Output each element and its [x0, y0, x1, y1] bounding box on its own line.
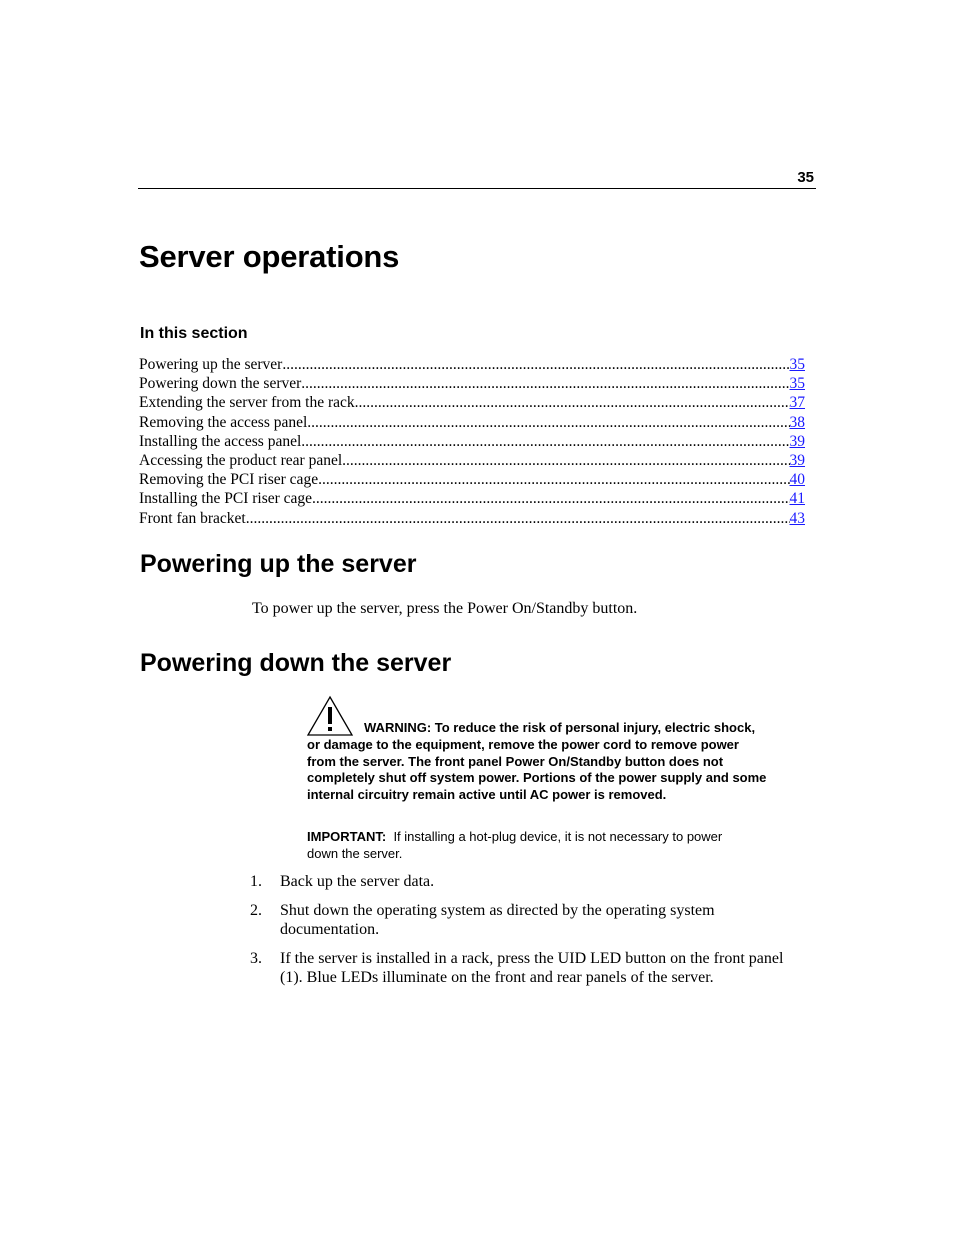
- toc-entry: [139, 413, 805, 432]
- page-number: 35: [797, 169, 814, 186]
- toc-page-link[interactable]: 35: [789, 375, 805, 393]
- toc-leader-dots: [342, 451, 789, 470]
- toc-entry-title: Front fan bracket: [139, 509, 246, 527]
- toc-page-link[interactable]: 35: [789, 356, 805, 373]
- step-text: If the server is installed in a rack, press the UID LED button on the front panel (1). Blue LEDs illuminate on the front and rear panels of the server.: [280, 949, 784, 986]
- toc-page-link[interactable]: 43: [789, 509, 805, 527]
- toc-entry-title: Removing the PCI riser cage: [139, 471, 319, 489]
- step-text: Back up the server data.: [280, 873, 435, 890]
- toc-entry-title: Removing the access panel: [139, 413, 308, 431]
- toc-entry-title: Extending the server from the rack: [139, 394, 355, 412]
- toc-entry: [139, 374, 805, 393]
- header-divider: [138, 188, 816, 189]
- toc-page-link[interactable]: 41: [789, 490, 805, 508]
- important-note: [307, 829, 747, 862]
- procedure-steps: [250, 872, 810, 997]
- step-item: [250, 872, 810, 892]
- section-title-powering-up: Powering up the server: [140, 550, 417, 578]
- step-number: 3.: [250, 949, 262, 967]
- toc-leader-dots: [307, 413, 789, 432]
- toc-heading: In this section: [140, 325, 248, 342]
- toc-leader-dots: [282, 355, 789, 374]
- toc-entry-title: Installing the PCI riser cage: [139, 490, 313, 508]
- toc-leader-dots: [301, 432, 789, 451]
- important-text: If installing a hot-plug device, it is not necessary to power down the server.: [307, 829, 723, 861]
- chapter-title: Server operations: [139, 239, 400, 274]
- step-number: 1.: [250, 873, 262, 890]
- toc-entry-title: Powering down the server: [139, 375, 302, 393]
- toc-entry: [139, 432, 805, 451]
- toc-entry: [139, 451, 805, 470]
- toc-entry: [139, 489, 805, 508]
- warning-note: WARNING: To reduce the risk of personal injury, electric shock, or damage to the equipment, remove the power cord to remove power from the server. The front panel Power On/Standby button does not completely shut off system power. Portions of the power supply and some internal circuitry remain active until AC power is removed.: [307, 720, 767, 803]
- step-text: Shut down the operating system as directed by the operating system documentation.: [280, 901, 715, 938]
- section-title-powering-down: Powering down the server: [140, 649, 452, 677]
- table-of-contents: [139, 355, 805, 528]
- step-number: 2.: [250, 901, 262, 919]
- toc-entry: [139, 393, 805, 412]
- step-item: [250, 901, 810, 940]
- important-label: IMPORTANT:: [307, 829, 387, 844]
- toc-leader-dots: [355, 393, 790, 412]
- toc-entry-title: Accessing the product rear panel: [139, 451, 343, 469]
- section-body-powering-up: To power up the server, press the Power On/Standby button.: [252, 600, 638, 617]
- step-item: [250, 949, 810, 988]
- toc-leader-dots: [312, 489, 789, 508]
- toc-page-link[interactable]: 37: [789, 394, 805, 412]
- toc-entry: [139, 470, 805, 489]
- toc-entry-title: Powering up the server: [139, 356, 283, 373]
- toc-entry: [139, 355, 805, 374]
- toc-entry-title: Installing the access panel: [139, 432, 302, 450]
- toc-leader-dots: [246, 509, 790, 528]
- toc-entry: [139, 509, 805, 528]
- toc-page-link[interactable]: 39: [789, 451, 805, 469]
- toc-page-link[interactable]: 39: [789, 432, 805, 450]
- toc-leader-dots: [318, 470, 789, 489]
- toc-leader-dots: [301, 374, 789, 393]
- toc-page-link[interactable]: 38: [789, 413, 805, 431]
- toc-page-link[interactable]: 40: [789, 471, 805, 489]
